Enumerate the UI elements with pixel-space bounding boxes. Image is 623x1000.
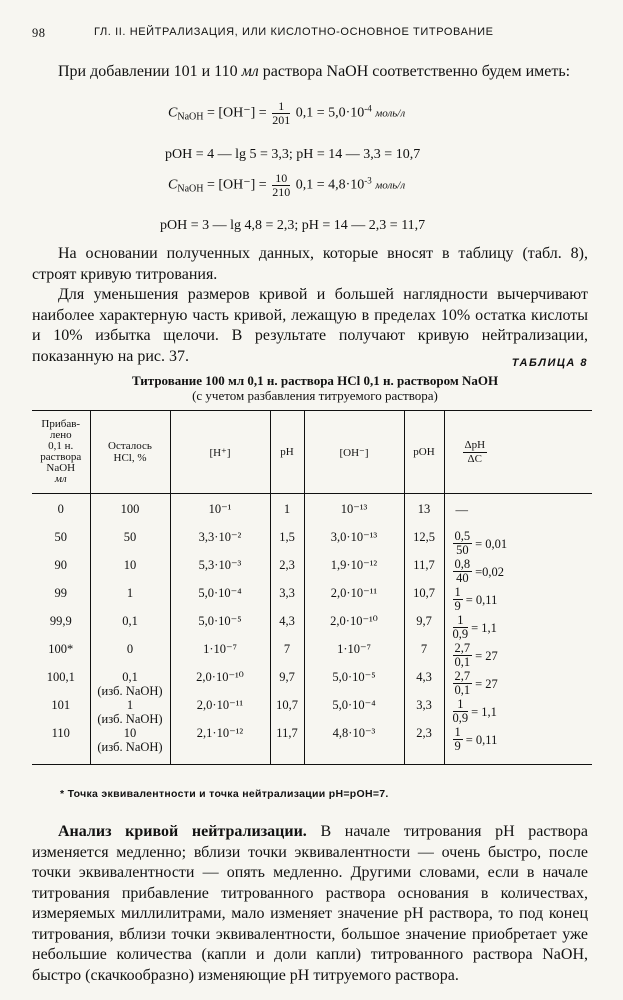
cell-poh — [404, 670, 444, 698]
cell-delta — [444, 642, 592, 670]
cell-left-value: 0,1 — [122, 670, 138, 684]
cell-poh — [404, 614, 444, 642]
cell-left — [90, 494, 170, 531]
cell-left — [90, 642, 170, 670]
cell-h — [170, 586, 270, 614]
header-added-l5: NaOH — [46, 462, 76, 474]
cell-left — [90, 614, 170, 642]
equation-4: pOH = 3 — lg 4,8 = 2,3; pH = 14 — 2,3 = 11,7 — [160, 218, 426, 233]
intro-paragraph — [32, 62, 588, 83]
cell-oh — [304, 586, 404, 614]
cell-oh-value: 5,0·10⁻⁴ — [332, 698, 376, 712]
cell-left-value: 10 — [123, 726, 137, 740]
delta-den: 0,9 — [452, 711, 469, 725]
cell-h-value: 10⁻¹ — [208, 502, 232, 516]
header-left — [90, 411, 170, 494]
cell-left-value: 0,1 — [122, 614, 138, 628]
delta-fraction — [453, 726, 463, 753]
cell-h-value: 2,1·10⁻¹² — [196, 726, 244, 740]
cell-h — [170, 494, 270, 531]
table-caption-line1: Титрование 100 мл 0,1 н. раствора HCl 0,1 н. раствором NaOH — [131, 373, 499, 388]
intro-text-rest: раствора NaOH соответственно будем — [262, 63, 522, 80]
eq1-rest: 0,1 = 5,0·10 — [295, 105, 365, 121]
cell-oh-value: 2,0·10⁻¹⁰ — [330, 614, 378, 628]
cell-poh — [404, 558, 444, 586]
delta-num: 1 — [453, 698, 469, 712]
delta-value: = 1,1 — [471, 620, 497, 635]
cell-poh — [404, 530, 444, 558]
table-row — [32, 670, 592, 698]
cell-added — [32, 614, 90, 642]
cell-left-note: (изб. NaOH) — [97, 712, 163, 726]
header-poh: pOH — [404, 411, 444, 494]
equation-2: pOH = 4 — lg 5 = 3,3; pH = 14 — 3,3 = 10,7 — [165, 147, 421, 162]
delta-value: =0,02 — [475, 564, 505, 579]
eq3-lhs-sub: NaOH — [177, 183, 204, 195]
header-left-l1: Осталось — [108, 440, 152, 452]
table-row — [32, 642, 592, 670]
delta-value: = 0,11 — [465, 592, 498, 607]
cell-added-value: 100* — [48, 642, 74, 656]
delta-num: 1 — [454, 585, 461, 599]
delta-num: 2,7 — [454, 641, 471, 655]
header-delta — [444, 411, 592, 494]
cell-h — [170, 670, 270, 698]
header-h: [H⁺] — [170, 411, 270, 494]
cell-oh-value: 5,0·10⁻⁵ — [332, 670, 376, 684]
cell-oh-value: 10⁻¹³ — [340, 502, 368, 516]
cell-ph-value: 11,7 — [276, 726, 298, 740]
cell-left-value: 1 — [126, 586, 134, 600]
cell-delta — [444, 726, 592, 765]
cell-left — [90, 586, 170, 614]
cell-delta — [444, 558, 592, 586]
cell-h-value: 1·10⁻⁷ — [203, 642, 237, 656]
table-row — [32, 614, 592, 642]
cell-added-value: 0 — [57, 502, 64, 516]
cell-h — [170, 558, 270, 586]
header-delta-num: ΔpH — [464, 438, 486, 451]
cell-ph — [270, 530, 304, 558]
eq3-fraction — [272, 172, 290, 199]
cell-poh-value: 7 — [420, 642, 428, 656]
paragraph-2: Для уменьшения размеров кривой и большей наглядности вычерчивают наиболее характерную часть кривой, лежащую в пределах 10% остатка кислоты и 10% избытка щелочи. В результате получают кривую нейтрализации, показанную на рис. 37. — [32, 286, 588, 365]
header-ph: pH — [270, 411, 304, 494]
cell-h — [170, 698, 270, 726]
cell-ph — [270, 642, 304, 670]
paragraph-3-heading: Анализ кривой нейтрализации. — [58, 823, 307, 840]
cell-delta — [444, 698, 592, 726]
cell-left — [90, 530, 170, 558]
cell-delta — [444, 494, 592, 531]
cell-added-value: 101 — [51, 698, 71, 712]
cell-ph-value: 1,5 — [279, 530, 295, 544]
table-caption — [60, 373, 570, 403]
cell-ph — [270, 586, 304, 614]
cell-delta — [444, 586, 592, 614]
delta-den: 0,1 — [454, 655, 471, 669]
delta-fraction — [453, 586, 463, 613]
cell-ph — [270, 614, 304, 642]
eq1-lhs-sub: NaOH — [177, 111, 204, 123]
cell-added — [32, 642, 90, 670]
intro-line2: иметь: — [525, 63, 571, 80]
delta-num: 0,5 — [454, 529, 471, 543]
eq3-lhs: C — [168, 177, 178, 193]
cell-oh-value: 2,0·10⁻¹¹ — [330, 586, 378, 600]
delta-value: = 1,1 — [471, 704, 497, 719]
eq3-exp: -3 — [364, 175, 372, 186]
delta-fraction — [453, 670, 473, 697]
delta-den: 9 — [454, 739, 461, 753]
cell-poh-value: 2,3 — [416, 726, 432, 740]
delta-value: = 27 — [475, 648, 498, 663]
delta-num: 0,8 — [454, 557, 471, 571]
eq3-mid: = [OH⁻] = — [206, 177, 267, 193]
delta-value: = 0,01 — [475, 536, 508, 551]
header-added-unit: мл — [54, 473, 67, 485]
cell-added — [32, 530, 90, 558]
table-row — [32, 494, 592, 531]
cell-delta — [444, 530, 592, 558]
paragraph-3 — [32, 822, 588, 986]
cell-ph-value: 10,7 — [276, 698, 298, 712]
delta-value: = 27 — [475, 676, 498, 691]
equation-3 — [168, 172, 405, 199]
cell-poh — [404, 642, 444, 670]
cell-poh-value: 11,7 — [413, 558, 435, 572]
cell-added — [32, 698, 90, 726]
cell-delta — [444, 614, 592, 642]
running-title: ГЛ. II. НЕЙТРАЛИЗАЦИЯ, ИЛИ КИСЛОТНО-ОСНОВНОЕ ТИТРОВАНИЕ — [94, 26, 494, 38]
cell-ph-value: 9,7 — [279, 670, 295, 684]
cell-left-note: (изб. NaOH) — [97, 740, 163, 754]
header-added — [32, 411, 90, 494]
cell-oh — [304, 614, 404, 642]
delta-value: = 0,11 — [465, 732, 498, 747]
cell-oh-value: 1·10⁻⁷ — [337, 642, 371, 656]
cell-left — [90, 558, 170, 586]
delta-num: 1 — [453, 614, 469, 628]
delta-fraction — [453, 698, 469, 725]
cell-oh — [304, 698, 404, 726]
eq1-num: 1 — [272, 100, 290, 114]
cell-h-value: 2,0·10⁻¹⁰ — [196, 670, 244, 684]
cell-ph-value: 7 — [283, 642, 291, 656]
cell-h-value: 5,3·10⁻³ — [198, 558, 242, 572]
intro-unit: мл — [241, 63, 259, 80]
titration-table — [32, 410, 592, 765]
cell-left — [90, 670, 170, 698]
cell-ph-value: 1 — [283, 502, 291, 516]
eq3-unit: моль/л — [375, 179, 406, 192]
cell-h — [170, 614, 270, 642]
header-added-l2: лено — [49, 429, 72, 441]
table-body — [32, 494, 592, 765]
table-row — [32, 558, 592, 586]
delta-den: 50 — [456, 543, 469, 557]
eq1-exp: -4 — [364, 103, 372, 114]
table-row — [32, 586, 592, 614]
table-row — [32, 726, 592, 765]
eq3-den: 210 — [272, 185, 291, 199]
cell-left-value: 0 — [126, 642, 134, 656]
table-caption-line2: (с учетом разбавления титруемого раствора) — [192, 388, 438, 403]
header-added-l4: раствора — [40, 451, 82, 463]
eq1-unit: моль/л — [375, 107, 406, 120]
cell-added — [32, 586, 90, 614]
cell-h — [170, 530, 270, 558]
equation-1 — [168, 100, 405, 127]
cell-added — [32, 494, 90, 531]
cell-oh — [304, 494, 404, 531]
cell-h — [170, 726, 270, 765]
cell-ph — [270, 726, 304, 765]
cell-added — [32, 558, 90, 586]
cell-h-value: 5,0·10⁻⁵ — [198, 614, 242, 628]
eq3-num: 10 — [272, 172, 290, 186]
header-oh: [OH⁻] — [304, 411, 404, 494]
cell-poh — [404, 698, 444, 726]
delta-den: 40 — [456, 571, 469, 585]
delta-fraction — [453, 642, 473, 669]
cell-oh — [304, 726, 404, 765]
cell-oh — [304, 670, 404, 698]
delta-num: 1 — [454, 725, 461, 739]
page-number: 98 — [32, 26, 46, 40]
cell-h-value: 3,3·10⁻² — [198, 530, 242, 544]
eq3-rest: 0,1 = 4,8·10 — [295, 177, 365, 193]
cell-ph — [270, 670, 304, 698]
cell-left-value: 100 — [120, 502, 140, 516]
cell-poh-value: 4,3 — [416, 670, 432, 684]
delta-fraction — [453, 530, 473, 557]
header-added-l1: Прибав- — [41, 418, 81, 430]
cell-oh-value: 3,0·10⁻¹³ — [330, 530, 378, 544]
cell-poh-value: 9,7 — [416, 614, 432, 628]
eq1-fraction — [272, 100, 290, 127]
cell-added — [32, 726, 90, 765]
eq1-lhs: C — [168, 105, 178, 121]
header-added-l3: 0,1 н. — [48, 440, 74, 452]
cell-ph-value: 2,3 — [279, 558, 295, 572]
cell-added-value: 90 — [54, 558, 67, 572]
header-delta-den: ΔC — [467, 452, 482, 465]
cell-h-value: 2,0·10⁻¹¹ — [196, 698, 244, 712]
delta-den: 0,1 — [454, 683, 471, 697]
cell-poh-value: 3,3 — [416, 698, 432, 712]
header-left-l2: HCl, % — [113, 452, 147, 464]
paragraph-1: На основании полученных данных, которые вносят в таблицу (табл. 8), строят кривую титрования. — [32, 245, 588, 283]
cell-added-value: 99,9 — [49, 614, 72, 628]
cell-poh — [404, 726, 444, 765]
table-row — [32, 530, 592, 558]
intro-text: При добавлении 101 и 110 — [58, 63, 238, 80]
cell-left-note: (изб. NaOH) — [97, 684, 163, 698]
cell-poh-value: 10,7 — [413, 586, 435, 600]
cell-left — [90, 698, 170, 726]
cell-poh — [404, 494, 444, 531]
cell-added-value: 110 — [51, 726, 70, 740]
cell-poh-value: 13 — [417, 502, 431, 516]
eq1-mid: = [OH⁻] = — [206, 105, 267, 121]
cell-h — [170, 642, 270, 670]
cell-ph-value: 3,3 — [279, 586, 295, 600]
cell-oh — [304, 558, 404, 586]
paragraph-3-text: В начале титрования pH раствора изменяется медленно; вблизи точки эквивалентности — очень быстро, после точки эквивалентности — опять медленно. Другими словами, если в начале титрования прибавление титрованного раствора основания в количествах, измеряемых миллилитрами, мало изменяет значение pH раствора, то под конец титрования, вблизи точки эквивалентности, большое значение приобретает уже небольшие количества (капли и доли капли) титрованного раствора NaOH, быстро (скачкообразно) изменяющие pH титруемого раствора. — [32, 823, 589, 984]
table-row — [32, 698, 592, 726]
eq1-den: 201 — [272, 113, 291, 127]
cell-delta — [444, 670, 592, 698]
cell-left-value: 50 — [123, 530, 137, 544]
table-footnote: * Точка эквивалентности и точка нейтрализации pH=pOH=7. — [60, 788, 389, 800]
cell-poh-value: 12,5 — [413, 530, 435, 544]
cell-poh — [404, 586, 444, 614]
delta-num: 2,7 — [454, 669, 471, 683]
cell-ph-value: 4,3 — [279, 614, 295, 628]
table-label: ТАБЛИЦА 8 — [511, 357, 588, 369]
delta-fraction — [453, 558, 473, 585]
cell-h-value: 5,0·10⁻⁴ — [198, 586, 242, 600]
cell-left-value: 1 — [126, 698, 134, 712]
cell-left-value: 10 — [123, 558, 137, 572]
header-delta-frac — [463, 439, 488, 466]
cell-oh-value: 4,8·10⁻³ — [332, 726, 376, 740]
cell-ph — [270, 698, 304, 726]
delta-value: — — [455, 503, 468, 518]
cell-added — [32, 670, 90, 698]
cell-left — [90, 726, 170, 765]
cell-added-value: 50 — [54, 530, 67, 544]
cell-oh-value: 1,9·10⁻¹² — [330, 558, 378, 572]
cell-oh — [304, 642, 404, 670]
cell-oh — [304, 530, 404, 558]
delta-den: 0,9 — [452, 627, 469, 641]
cell-ph — [270, 558, 304, 586]
cell-ph — [270, 494, 304, 531]
cell-added-value: 100,1 — [46, 670, 75, 684]
cell-added-value: 99 — [54, 586, 67, 600]
delta-den: 9 — [454, 599, 461, 613]
delta-fraction — [453, 614, 469, 641]
